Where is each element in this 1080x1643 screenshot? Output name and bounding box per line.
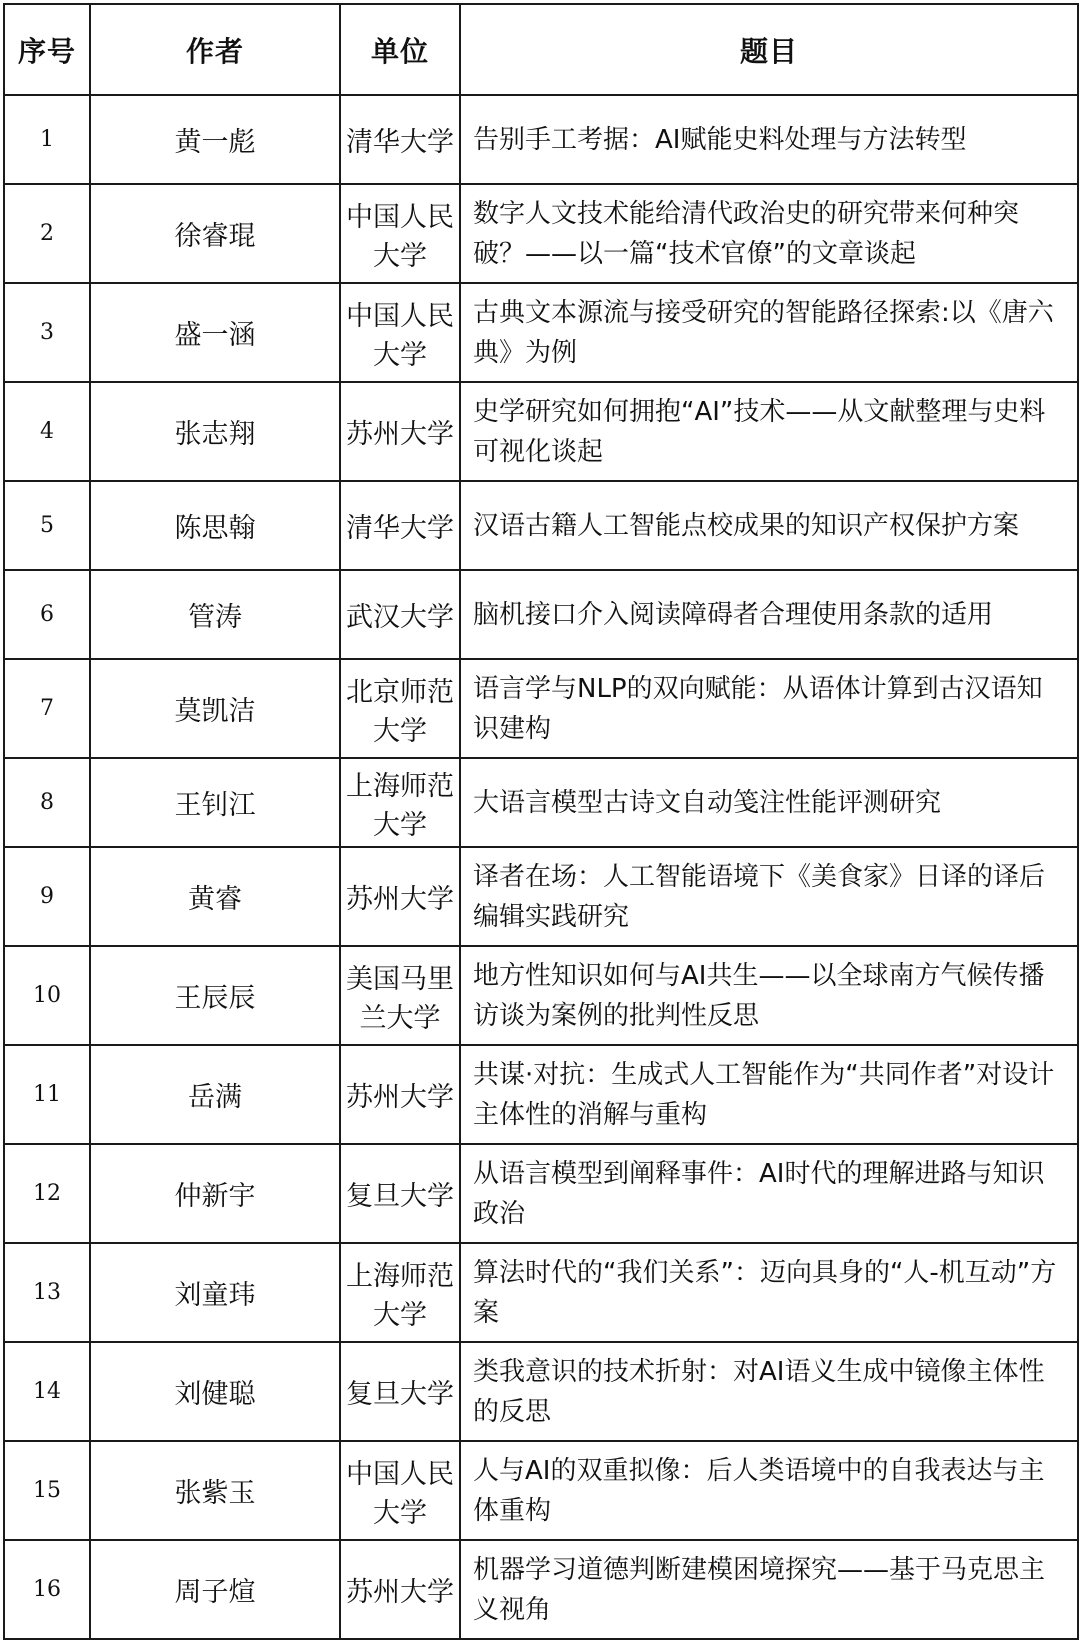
table-row [4, 946, 1078, 1045]
row-affiliation: 清华大学 [340, 95, 460, 184]
row-number: 11 [4, 1045, 90, 1144]
table-row [4, 481, 1078, 570]
row-affiliation: 中国人民大学 [340, 184, 460, 283]
row-title: 数字人文技术能给清代政治史的研究带来何种突破？——以一篇“技术官僚”的文章谈起 [460, 184, 1078, 283]
header-unit: 单位 [340, 4, 460, 95]
row-number: 12 [4, 1144, 90, 1243]
row-author: 王钊江 [90, 758, 340, 847]
row-affiliation: 武汉大学 [340, 570, 460, 659]
row-affiliation: 清华大学 [340, 481, 460, 570]
table-row [4, 758, 1078, 847]
header-author: 作者 [90, 4, 340, 95]
row-author: 仲新宇 [90, 1144, 340, 1243]
row-title: 译者在场：人工智能语境下《美食家》日译的译后编辑实践研究 [460, 847, 1078, 946]
row-author: 岳满 [90, 1045, 340, 1144]
table-row [4, 1441, 1078, 1540]
row-number: 8 [4, 758, 90, 847]
row-title: 汉语古籍人工智能点校成果的知识产权保护方案 [460, 481, 1078, 570]
row-affiliation: 中国人民大学 [340, 283, 460, 382]
paper-list-table [3, 3, 1079, 1640]
table-body [4, 95, 1078, 1639]
row-title: 算法时代的“我们关系”：迈向具身的“人-机互动”方案 [460, 1243, 1078, 1342]
row-affiliation: 苏州大学 [340, 1540, 460, 1639]
row-affiliation: 中国人民大学 [340, 1441, 460, 1540]
header-num: 序号 [4, 4, 90, 95]
row-title: 语言学与NLP的双向赋能：从语体计算到古汉语知识建构 [460, 659, 1078, 758]
table-row [4, 570, 1078, 659]
row-author: 陈思翰 [90, 481, 340, 570]
row-title: 机器学习道德判断建模困境探究——基于马克思主义视角 [460, 1540, 1078, 1639]
row-number: 15 [4, 1441, 90, 1540]
table-row [4, 1342, 1078, 1441]
row-affiliation: 上海师范大学 [340, 758, 460, 847]
row-number: 2 [4, 184, 90, 283]
table-row [4, 95, 1078, 184]
table-row [4, 1540, 1078, 1639]
row-title: 大语言模型古诗文自动笺注性能评测研究 [460, 758, 1078, 847]
row-author: 莫凯洁 [90, 659, 340, 758]
row-title: 脑机接口介入阅读障碍者合理使用条款的适用 [460, 570, 1078, 659]
row-affiliation: 上海师范大学 [340, 1243, 460, 1342]
row-title: 地方性知识如何与AI共生——以全球南方气候传播访谈为案例的批判性反思 [460, 946, 1078, 1045]
table-row [4, 1243, 1078, 1342]
row-author: 张紫玉 [90, 1441, 340, 1540]
row-author: 黄一彪 [90, 95, 340, 184]
header-title: 题目 [460, 4, 1078, 95]
row-affiliation: 复旦大学 [340, 1144, 460, 1243]
row-author: 黄睿 [90, 847, 340, 946]
table-row [4, 847, 1078, 946]
row-title: 人与AI的双重拟像：后人类语境中的自我表达与主体重构 [460, 1441, 1078, 1540]
row-number: 5 [4, 481, 90, 570]
row-title: 史学研究如何拥抱“AI”技术——从文献整理与史料可视化谈起 [460, 382, 1078, 481]
table-header-row [4, 4, 1078, 95]
row-affiliation: 苏州大学 [340, 382, 460, 481]
row-author: 徐睿琨 [90, 184, 340, 283]
table-row [4, 283, 1078, 382]
row-affiliation: 复旦大学 [340, 1342, 460, 1441]
row-number: 3 [4, 283, 90, 382]
row-affiliation: 北京师范大学 [340, 659, 460, 758]
row-number: 14 [4, 1342, 90, 1441]
table-row [4, 1045, 1078, 1144]
row-author: 张志翔 [90, 382, 340, 481]
table-row [4, 382, 1078, 481]
row-number: 13 [4, 1243, 90, 1342]
row-author: 盛一涵 [90, 283, 340, 382]
row-title: 古典文本源流与接受研究的智能路径探索:以《唐六典》为例 [460, 283, 1078, 382]
row-affiliation: 美国马里兰大学 [340, 946, 460, 1045]
table-row [4, 1144, 1078, 1243]
table-row [4, 659, 1078, 758]
row-affiliation: 苏州大学 [340, 1045, 460, 1144]
row-title: 类我意识的技术折射：对AI语义生成中镜像主体性的反思 [460, 1342, 1078, 1441]
row-author: 刘童玮 [90, 1243, 340, 1342]
row-number: 10 [4, 946, 90, 1045]
row-author: 管涛 [90, 570, 340, 659]
row-title: 共谋·对抗：生成式人工智能作为“共同作者”对设计主体性的消解与重构 [460, 1045, 1078, 1144]
row-author: 刘健聪 [90, 1342, 340, 1441]
table-row [4, 184, 1078, 283]
row-affiliation: 苏州大学 [340, 847, 460, 946]
row-number: 7 [4, 659, 90, 758]
row-number: 9 [4, 847, 90, 946]
row-number: 4 [4, 382, 90, 481]
row-number: 6 [4, 570, 90, 659]
row-number: 1 [4, 95, 90, 184]
row-author: 王辰辰 [90, 946, 340, 1045]
row-number: 16 [4, 1540, 90, 1639]
row-author: 周子煊 [90, 1540, 340, 1639]
row-title: 从语言模型到阐释事件：AI时代的理解进路与知识政治 [460, 1144, 1078, 1243]
row-title: 告别手工考据：AI赋能史料处理与方法转型 [460, 95, 1078, 184]
